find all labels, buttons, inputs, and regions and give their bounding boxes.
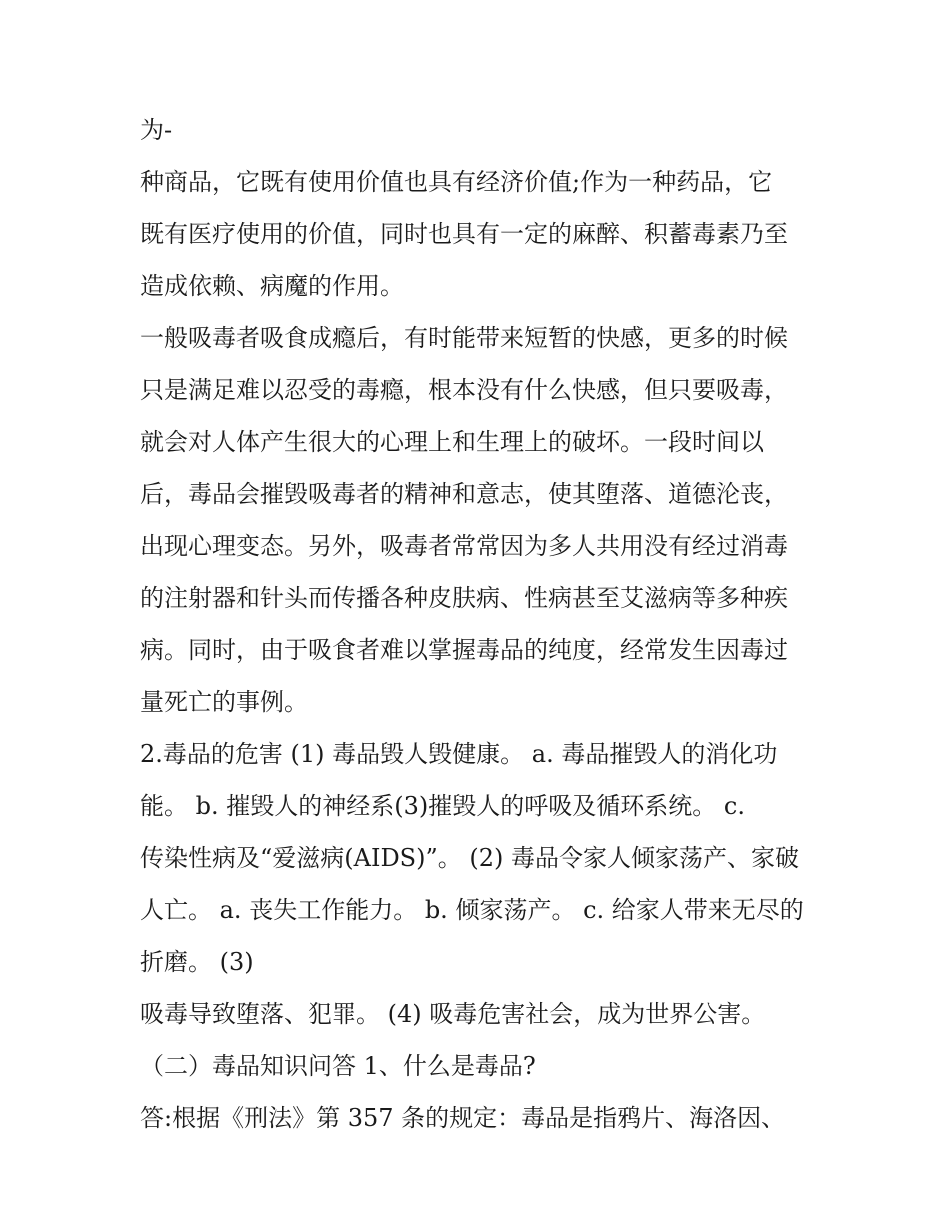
text-line: 传染性病及“爱滋病(AIDS)”。 (2) 毒品令家人倾家荡产、家破 <box>140 844 800 872</box>
text-line: 答:根据《刑法》第 357 条的规定：毒品是指鸦片、海洛因、 <box>140 1104 786 1132</box>
text-line: 吸毒导致堕落、犯罪。 (4) 吸毒危害社会，成为世界公害。 <box>140 1000 766 1028</box>
text-line: 病。同时，由于吸食者难以掌握毒品的纯度，经常发生因毒过 <box>140 636 788 664</box>
text-line: 能。 b. 摧毁人的神经系(3)摧毁人的呼吸及循环系统。 c. <box>140 792 745 820</box>
text-line: 后，毒品会摧毁吸毒者的精神和意志，使其堕落、道德沦丧， <box>140 480 788 508</box>
text-line: 为- <box>140 116 173 144</box>
text-line: 的注射器和针头而传播各种皮肤病、性病甚至艾滋病等多种疾 <box>140 584 788 612</box>
text-line: 2.毒品的危害 (1) 毒品毁人毁健康。 a. 毒品摧毁人的消化功 <box>140 740 778 768</box>
text-line: 人亡。 a. 丧失工作能力。 b. 倾家荡产。 c. 给家人带来无尽的 <box>140 896 804 924</box>
text-line: 既有医疗使用的价值，同时也具有一定的麻醉、积蓄毒素乃至 <box>140 220 788 248</box>
text-line: 一般吸毒者吸食成瘾后，有时能带来短暂的快感，更多的时候 <box>140 324 788 352</box>
text-line: 就会对人体产生很大的心理上和生理上的破坏。一段时间以 <box>140 428 764 456</box>
text-line: 造成依赖、病魔的作用。 <box>140 272 404 300</box>
document-body <box>140 104 820 1144</box>
text-line: 只是满足难以忍受的毒瘾，根本没有什么快感，但只要吸毒， <box>140 376 788 404</box>
text-line: 折磨。 (3) <box>140 948 254 976</box>
text-line: 出现心理变态。另外，吸毒者常常因为多人共用没有经过消毒 <box>140 532 788 560</box>
text-line: 种商品，它既有使用价值也具有经济价值;作为一种药品，它 <box>140 168 773 196</box>
text-line: （二）毒品知识问答 1、什么是毒品? <box>140 1052 536 1080</box>
text-line: 量死亡的事例。 <box>140 688 308 716</box>
